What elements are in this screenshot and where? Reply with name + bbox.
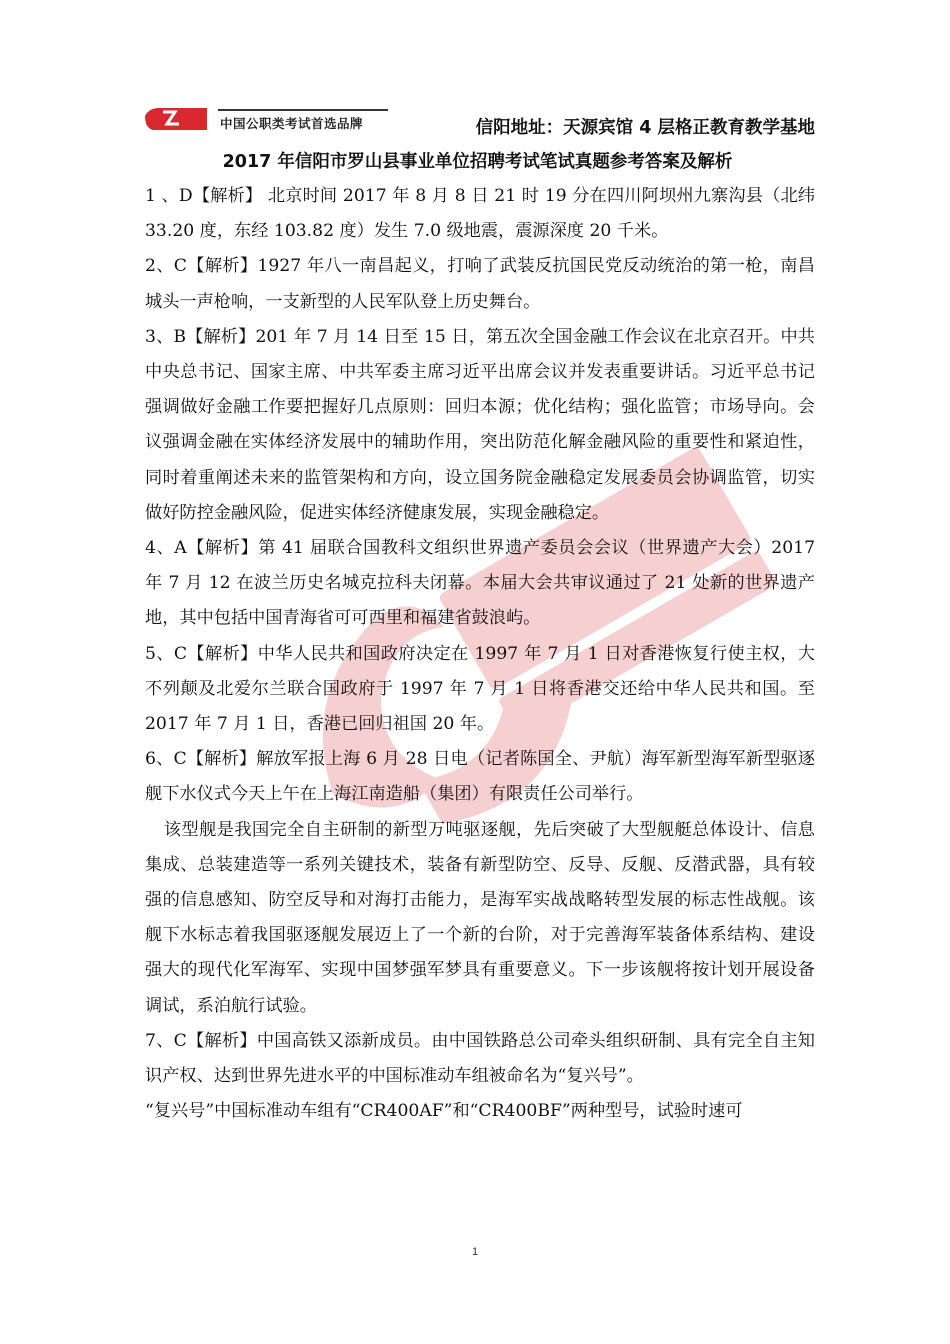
page-number: 1 [471,1246,479,1258]
brand-slogan: 中国公职类考试首选品牌 [220,116,364,131]
document-title: 2017 年信阳市罗山县事业单位招聘考试笔试真题参考答案及解析 [222,152,733,172]
answer-paragraph-4: 4、A【解析】第 41 届联合国教科文组织世界遗产委员会会议（世界遗产大会）2017 年 7 月 12 在波兰历史名城克拉科夫闭幕。本届大会共审议通过了 21 处新的世界遗产地，其中包括中国青海省可可西里和福建省鼓浪屿。 [145,538,815,629]
answer-paragraph-1: 1 、D【解析】 北京时间 2017 年 8 月 8 日 21 时 19 分在四川阿坝州九寨沟县（北纬 33.20 度，东经 103.82 度）发生 7.0 级地震，震源深度 20 千米。 [145,186,815,242]
brand-divider [218,109,388,111]
answer-paragraph-2: 2、C【解析】1927 年八一南昌起义，打响了武装反抗国民党反动统治的第一枪，南昌城头一声枪响，一支新型的人民军队登上历史舞台。 [145,256,815,312]
header-address: 信阳地址：天源宾馆 4 层格正教育教学基地 [475,118,815,138]
answer-paragraph-7-detail: “复兴号”中国标准动车组有“CR400AF”和“CR400BF”两种型号，试验时速可 [145,1101,743,1122]
brand-logo-icon [145,106,207,130]
answer-paragraph-5: 5、C【解析】中华人民共和国政府决定在 1997 年 7 月 1 日对香港恢复行使主权，大不列颠及北爱尔兰联合国政府于 1997 年 7 月 1 日将香港交还给中华人民共和国。至 2017 年 7 月 1 日，香港已回归祖国 20 年。 [145,643,815,735]
answer-paragraph-6-detail: 该型舰是我国完全自主研制的新型万吨驱逐舰，先后突破了大型舰艇总体设计、信息集成、总装建造等一系列关键技术，装备有新型防空、反导、反舰、反潜武器，具有较强的信息感知、防空反导和对海打击能力，是海军实战战略转型发展的标志性战舰。该舰下水标志着我国驱逐舰发展迈上了一个新的台阶，对于完善海军装备体系结构、建设强大的现代化军海军、实现中国梦强军梦具有重要意义。下一步该舰将按计划开展设备调试，系泊航行试验。 [145,819,815,1016]
answer-paragraph-6: 6、C【解析】解放军报上海 6 月 28 日电（记者陈国全、尹航）海军新型海军新型驱逐舰下水仪式今天上午在上海江南造船（集团）有限责任公司举行。 [145,749,815,805]
page-header [145,100,815,138]
answer-paragraph-7: 7、C【解析】中国高铁又添新成员。由中国铁路总公司牵头组织研制、具有完全自主知识产权、达到世界先进水平的中国标准动车组被命名为“复兴号”。 [145,1030,815,1087]
document-body [145,179,815,1129]
answer-paragraph-3: 3、B【解析】201 年 7 月 14 日至 15 日，第五次全国金融工作会议在北京召开。中共中央总书记、国家主席、中共军委主席习近平出席会议并发表重要讲话。习近平总书记强调做好金融工作要把握好几点原则：回归本源；优化结构；强化监管；市场导向。会议强调金融在实体经济发展中的辅助作用，突出防范化解金融风险的重要性和紧迫性，同时着重阐述未来的监管架构和方向，设立国务院金融稳定发展委员会协调监管，切实做好防控金融风险，促进实体经济健康发展，实现金融稳定。 [145,326,815,523]
